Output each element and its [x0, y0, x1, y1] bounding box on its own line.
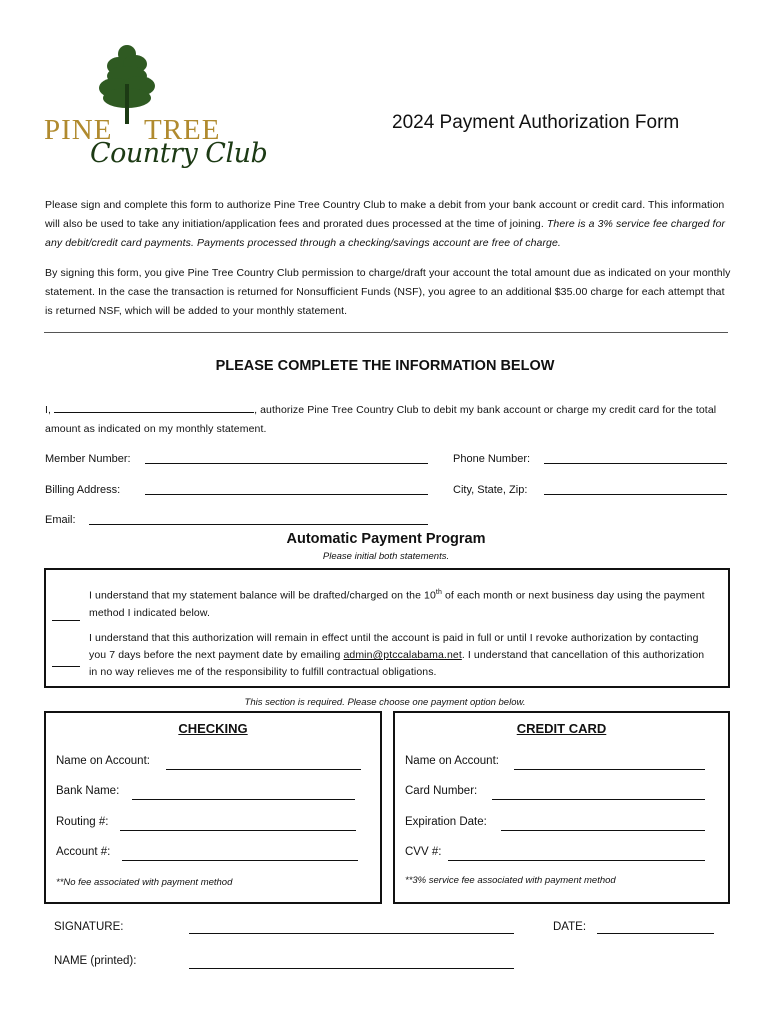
checking-box: [44, 711, 382, 904]
form-title: 2024 Payment Authorization Form: [392, 112, 680, 133]
service-fee-notice: There is a 3% service fee charged for any debit/credit card payments. Payments processed through a checking/savings account are free of charge.: [45, 218, 726, 249]
signature-label: SIGNATURE:: [54, 921, 124, 933]
member-number-label: Member Number:: [45, 453, 131, 465]
logo-text-pine: PINE: [44, 114, 113, 146]
city-state-zip-field[interactable]: [544, 494, 727, 495]
city-state-zip-label: City, State, Zip:: [453, 484, 528, 496]
card-name-field[interactable]: [514, 769, 705, 770]
auto-pay-title: Automatic Payment Program: [286, 531, 486, 547]
card-fee-note: **3% service fee associated with payment method: [405, 875, 616, 886]
logo-text-country-club: Country Club: [90, 138, 268, 169]
checking-fee-note: **No fee associated with payment method: [56, 877, 233, 888]
intro-text: Please sign and complete this form to authorize Pine Tree Country Club to make a debit from your bank account or credit card. This information will also be used to take any initiation/application fees and prorated dues processed at the time of joining.: [45, 199, 725, 230]
member-number-field[interactable]: [145, 463, 428, 464]
initial-field-2[interactable]: [52, 666, 80, 667]
auth-name-input[interactable]: [54, 400, 254, 413]
billing-address-field[interactable]: [145, 494, 428, 495]
initial-field-1[interactable]: [52, 620, 80, 621]
card-number-label: Card Number:: [405, 785, 478, 797]
initials-box: [44, 568, 730, 688]
checking-title: CHECKING: [178, 721, 248, 736]
cvv-label: CVV #:: [405, 846, 442, 858]
credit-card-box: [393, 711, 730, 904]
intro-paragraph-1: [45, 196, 731, 253]
account-label: Account #:: [56, 846, 111, 858]
club-logo: [40, 44, 270, 189]
section-divider: [44, 332, 728, 333]
cvv-field[interactable]: [448, 860, 705, 861]
auto-pay-subtitle: Please initial both statements.: [322, 551, 450, 562]
auth-prefix: I,: [45, 404, 52, 416]
printed-name-field[interactable]: [189, 968, 514, 969]
phone-number-field[interactable]: [544, 463, 727, 464]
printed-name-label: NAME (printed):: [54, 955, 137, 967]
expiration-label: Expiration Date:: [405, 816, 487, 828]
payment-required-note: This section is required. Please choose one payment option below.: [244, 697, 526, 708]
statement-1: I understand that my statement balance will be drafted/charged on the 10th of each month or next business day using the payment method I indicated below.: [89, 589, 705, 619]
card-number-field[interactable]: [492, 799, 705, 800]
bank-name-field[interactable]: [132, 799, 355, 800]
email-label: Email:: [45, 514, 76, 526]
routing-field[interactable]: [120, 830, 356, 831]
section-heading: PLEASE COMPLETE THE INFORMATION BELOW: [215, 358, 555, 374]
credit-card-title: CREDIT CARD: [516, 721, 607, 736]
billing-address-label: Billing Address:: [45, 484, 121, 496]
intro-paragraph-2: By signing this form, you give Pine Tree Country Club permission to charge/draft your account the total amount due as indicated on your monthly statement. In the case the transaction is returned for Nonsufficient Funds (NSF), you agree to an additional $35.00 charge for each attempt that is returned NSF, which will be added to your monthly statement.: [45, 267, 731, 317]
checking-name-label: Name on Account:: [56, 755, 150, 767]
phone-number-label: Phone Number:: [453, 453, 531, 465]
expiration-field[interactable]: [501, 830, 705, 831]
authorization-statement: [45, 400, 735, 439]
auth-text: , authorize Pine Tree Country Club to debit my bank account or charge my credit card for the total amount as indicated on my monthly statement.: [45, 404, 717, 435]
email-field[interactable]: [89, 524, 428, 525]
date-field[interactable]: [597, 933, 714, 934]
logo-text-tree: TREE: [144, 114, 221, 146]
routing-label: Routing #:: [56, 816, 109, 828]
bank-name-label: Bank Name:: [56, 785, 120, 797]
date-label: DATE:: [553, 921, 587, 933]
card-name-label: Name on Account:: [405, 755, 499, 767]
account-field[interactable]: [122, 860, 358, 861]
statement-2: I understand that this authorization will remain in effect until the account is paid in full or until I revoke authorization by contacting you 7 days before the next payment date by emailing admin@ptccalabama.net. I understand that cancellation of this authorization in no way relieves me of the responsibility to fulfill contractual obligations.: [89, 632, 705, 678]
admin-email-link[interactable]: admin@ptccalabama.net: [343, 649, 462, 661]
signature-field[interactable]: [189, 933, 514, 934]
checking-name-field[interactable]: [166, 769, 361, 770]
pine-tree-icon: [97, 44, 157, 124]
